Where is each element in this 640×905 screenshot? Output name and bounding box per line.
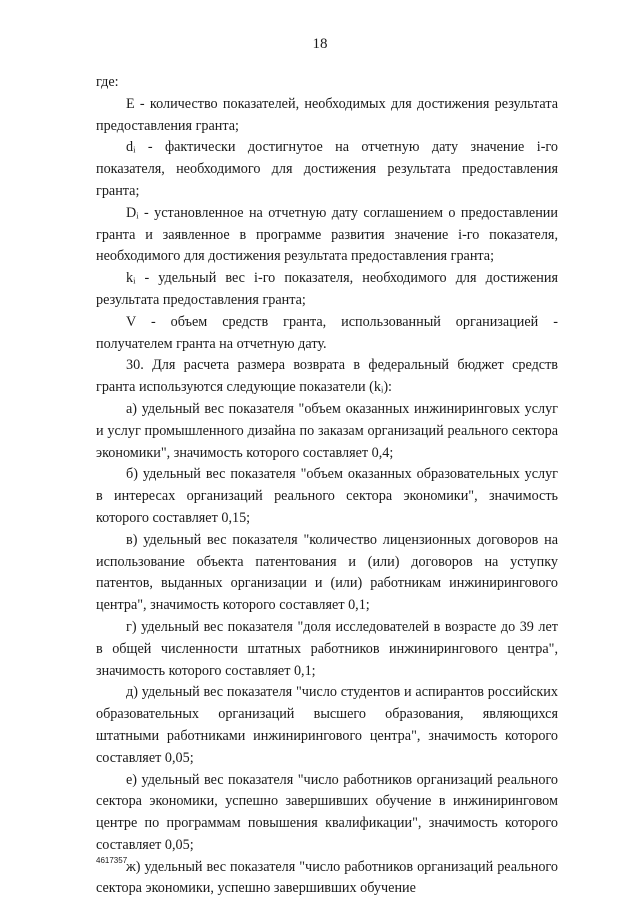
paragraph-item-zh: ж) удельный вес показателя "число работников организаций реального сектора экономики, успешно завершивших обучение <box>96 858 558 897</box>
paragraph-definition-e: E - количество показателей, необходимых для достижения результата предоставления гранта; <box>96 95 558 134</box>
document-body <box>96 72 558 900</box>
paragraph-definition-v: V - объем средств гранта, использованный организацией - получателем гранта на отчетную дату. <box>96 313 558 352</box>
paragraph-item-e: е) удельный вес показателя "число работников организаций реального сектора экономики, успешно завершивших обучение в инжиниринговом центре по программам повышения квалификации", значимость которого составляет 0,05; <box>96 771 558 853</box>
paragraph-clause-30: 30. Для расчета размера возврата в федеральный бюджет средств гранта используются следующие показатели (kᵢ): <box>96 357 558 396</box>
paragraph-item-g: г) удельный вес показателя "доля исследователей в возрасте до 39 лет в общей численности штатных работников инжинирингового центра", значимость которого составляет 0,1; <box>96 618 558 679</box>
paragraph-definition-d-small: dᵢ - фактически достигнутое на отчетную дату значение i-го показателя, необходимого для достижения результата предоставления гранта; <box>96 139 558 199</box>
paragraph-definition-k: kᵢ - удельный вес i-го показателя, необходимого для достижения результата предоставления гранта; <box>96 270 558 308</box>
paragraph-definition-d-capital: Dᵢ - установленное на отчетную дату соглашением о предоставлении гранта и заявленное в программе развития значение i-го показателя, необходимого для достижения результата предоставления гранта; <box>96 204 558 265</box>
paragraph-item-a: а) удельный вес показателя "объем оказанных инжиниринговых услуг и услуг промышленного дизайна по заказам организаций реального сектора экономики", значимость которого составляет 0,4; <box>96 400 558 461</box>
paragraph-item-b: б) удельный вес показателя "объем оказанных образовательных услуг в интересах организаций реального сектора экономики", значимость которого составляет 0,15; <box>96 466 558 526</box>
paragraph-where: где: <box>96 74 119 90</box>
paragraph-item-v: в) удельный вес показателя "количество лицензионных договоров на использование объекта патентования и (или) договоров на уступку патентов, выданных организации и (или) работникам инжинирингового центра", значимость которого составляет 0,1; <box>96 531 558 614</box>
document-id: 4617357 <box>96 856 128 865</box>
paragraph-item-d: д) удельный вес показателя "число студентов и аспирантов российских образовательных организаций высшего образования, являющихся штатными работниками инжинирингового центра", значимость которого составляет 0,05; <box>96 684 558 766</box>
page-number: 18 <box>312 36 328 52</box>
